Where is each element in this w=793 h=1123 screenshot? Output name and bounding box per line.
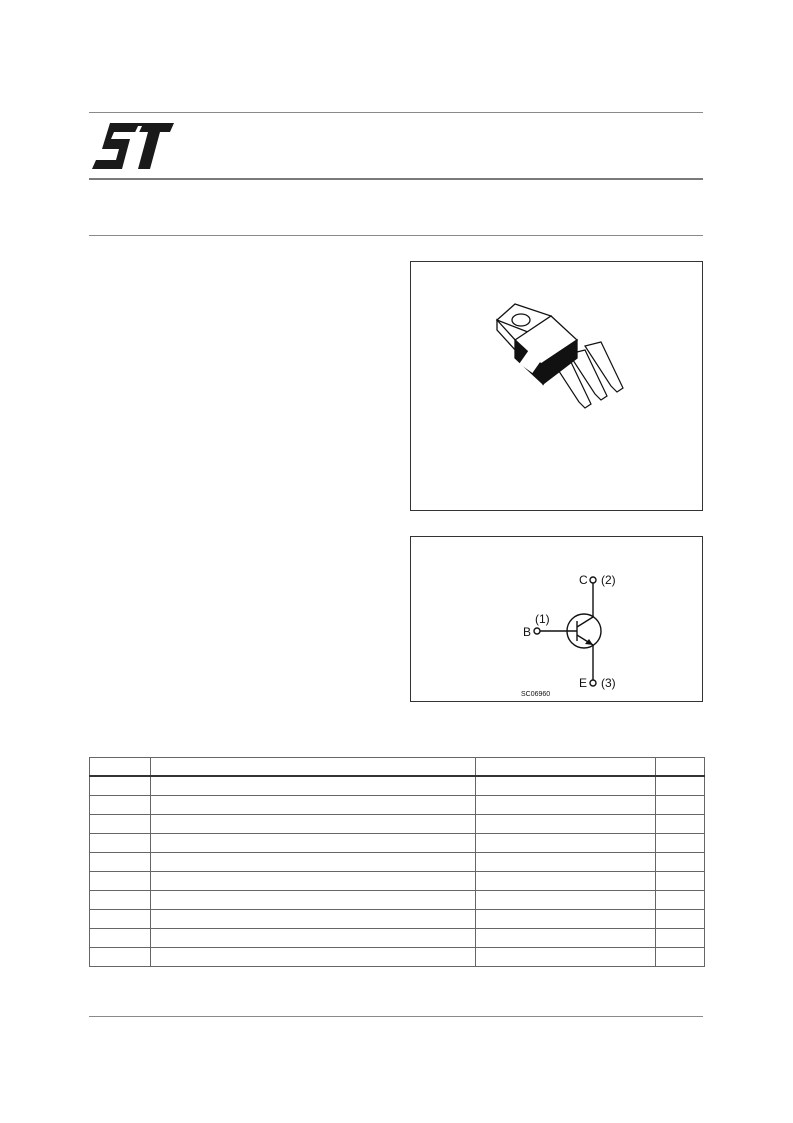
table-cell [151, 796, 476, 815]
table-row [90, 929, 705, 948]
pin-number-emitter: (3) [601, 676, 616, 690]
schematic-panel [410, 536, 703, 702]
table-cell [151, 872, 476, 891]
title-bottom-rule [89, 235, 703, 236]
table-cell [476, 929, 656, 948]
table-cell [476, 834, 656, 853]
table-cell [90, 891, 151, 910]
table-cell [476, 796, 656, 815]
table-row [90, 853, 705, 872]
table-header-cell [90, 758, 151, 777]
package-figure-panel [410, 261, 703, 511]
table-cell [151, 891, 476, 910]
table-cell [151, 910, 476, 929]
table-cell [656, 929, 705, 948]
table-row [90, 796, 705, 815]
table-cell [656, 948, 705, 967]
footer-rule [89, 1016, 703, 1017]
table-cell [476, 891, 656, 910]
pin-number-collector: (2) [601, 573, 616, 587]
table-cell [90, 910, 151, 929]
table-cell [151, 948, 476, 967]
table-cell [656, 872, 705, 891]
table-header-cell [476, 758, 656, 777]
absolute-ratings-table [89, 757, 705, 967]
st-logo-icon [92, 121, 174, 171]
pin-label-collector: C [579, 573, 588, 587]
table-cell [90, 796, 151, 815]
table-row [90, 815, 705, 834]
table-row [90, 948, 705, 967]
table-cell [656, 853, 705, 872]
table-cell [90, 948, 151, 967]
table-cell [151, 834, 476, 853]
table-cell [151, 929, 476, 948]
table-cell [656, 834, 705, 853]
pin-number-base: (1) [535, 612, 550, 626]
drawing-code: SC06960 [521, 691, 551, 698]
pin-label-emitter: E [579, 676, 588, 690]
table-cell [151, 853, 476, 872]
npn-transistor-symbol-icon [411, 537, 702, 701]
table-cell [90, 853, 151, 872]
table-cell [476, 815, 656, 834]
pin-label-base: B [523, 625, 532, 639]
table-cell [90, 872, 151, 891]
table-cell [476, 872, 656, 891]
table-cell [656, 796, 705, 815]
table-cell [90, 834, 151, 853]
table-cell [90, 776, 151, 796]
table-row [90, 910, 705, 929]
header-bottom-rule [89, 178, 703, 180]
table-cell [151, 776, 476, 796]
table-header-cell [151, 758, 476, 777]
table-cell [656, 776, 705, 796]
table-cell [656, 815, 705, 834]
table-cell [656, 891, 705, 910]
table-header-cell [656, 758, 705, 777]
table-row [90, 776, 705, 796]
table-cell [476, 948, 656, 967]
table-cell [90, 929, 151, 948]
header-top-rule [89, 112, 703, 113]
table-cell [476, 910, 656, 929]
table-cell [476, 776, 656, 796]
table-cell [151, 815, 476, 834]
table-row [90, 872, 705, 891]
table-cell [476, 853, 656, 872]
table-header-row [90, 758, 705, 777]
to-220-package-icon [411, 262, 702, 510]
table-row [90, 891, 705, 910]
table-row [90, 834, 705, 853]
table-cell [656, 910, 705, 929]
table-cell [90, 815, 151, 834]
